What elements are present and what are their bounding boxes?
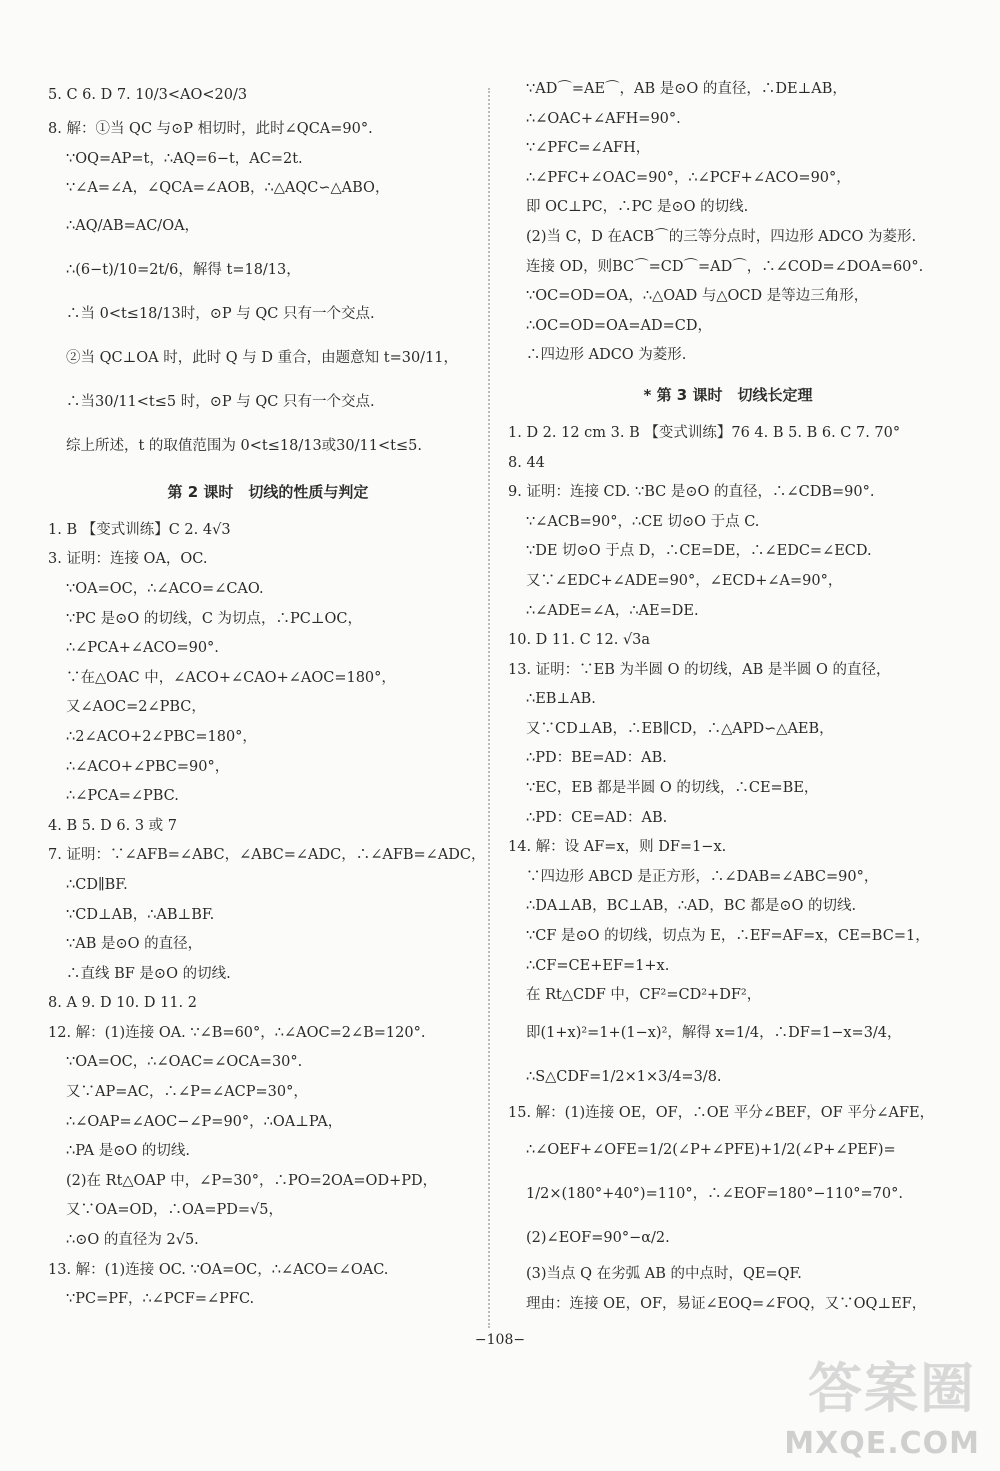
answer-line: ∴2∠ACO+2∠PBC=180°，	[66, 728, 257, 745]
left-column	[48, 75, 488, 1315]
section-heading: 第 2 课时 切线的性质与判定	[167, 482, 369, 501]
answer-line: ∴PA 是⊙O 的切线.	[66, 1143, 190, 1160]
answer-line: 又∵OA=OD，∴OA=PD=√5，	[66, 1202, 284, 1219]
answer-line: ∵∠ACB=90°，∴CE 切⊙O 于点 C.	[526, 513, 760, 530]
answer-line: ∵OA=OC，∴∠OAC=∠OCA=30°.	[66, 1054, 303, 1071]
answer-line: ∵∠PFC=∠AFH，	[526, 140, 651, 157]
answer-line: ∴DA⊥AB，BC⊥AB，∴AD，BC 都是⊙O 的切线.	[526, 898, 857, 915]
answer-line: 12. 解：(1)连接 OA. ∵∠B=60°，∴∠AOC=2∠B=120°.	[48, 1024, 426, 1041]
answer-line: ∵CF 是⊙O 的切线，切点为 E，∴EF=AF=x，CE=BC=1，	[526, 928, 930, 945]
answer-line: ∴∠PFC+∠OAC=90°，∴∠PCF+∠ACO=90°，	[526, 169, 851, 186]
answer-line: ∵四边形 ABCD 是正方形，∴∠DAB=∠ABC=90°，	[526, 868, 879, 885]
answer-line: ∴PD：CE=AD：AB.	[526, 809, 668, 826]
answer-line: 即 OC⊥PC，∴PC 是⊙O 的切线.	[526, 199, 749, 216]
answer-line: ∵OQ=AP=t，∴AQ=6−t，AC=2t.	[66, 150, 303, 167]
section-heading: * 第 3 课时 切线长定理	[643, 385, 813, 404]
answer-line: 8. 解：①当 QC 与⊙P 相切时，此时∠QCA=90°.	[48, 121, 373, 137]
answer-line: 10. D 11. C 12. √3a	[508, 632, 651, 649]
answer-line: ∴∠OEF+∠OFE=1/2(∠P+∠PFE)+1/2(∠P+∠PEF)=	[526, 1142, 896, 1159]
answer-line: ∵AD⌒=AE⌒，AB 是⊙O 的直径，∴DE⊥AB，	[526, 81, 847, 97]
column-divider	[488, 88, 490, 1328]
answer-line: ∵∠A=∠A，∠QCA=∠AOB，∴△AQC∽△ABO，	[66, 180, 390, 197]
answer-line: 又∠AOC=2∠PBC，	[66, 699, 206, 716]
answer-line: ∴OC=OD=OA=AD=CD，	[526, 317, 712, 334]
answer-line: ∵OA=OC，∴∠ACO=∠CAO.	[66, 580, 264, 597]
answer-line: ∵AB 是⊙O 的直径，	[66, 936, 203, 953]
answer-line: 1/2×(180°+40°)=110°，∴∠EOF=180°−110°=70°.	[526, 1186, 903, 1203]
watermark-logo: 答案圈	[808, 1357, 976, 1420]
answer-line: 13. 解：(1)连接 OC. ∵OA=OC，∴∠ACO=∠OAC.	[48, 1261, 389, 1278]
answer-line: 8. A 9. D 10. D 11. 2	[48, 995, 198, 1012]
answer-line: (2)∠EOF=90°−α/2.	[526, 1230, 670, 1247]
answer-line: ∵在△OAC 中，∠ACO+∠CAO+∠AOC=180°，	[66, 669, 396, 686]
answer-line: 4. B 5. D 6. 3 或 7	[48, 817, 177, 834]
answer-line: 综上所述，t 的取值范围为 0<t≤18/13或30/11<t≤5.	[66, 437, 422, 454]
answer-line: ∴∠ACO+∠PBC=90°，	[66, 758, 230, 775]
answer-line: ∴∠OAP=∠AOC−∠P=90°，∴OA⊥PA，	[66, 1113, 343, 1130]
answer-line: 14. 解：设 AF=x，则 DF=1−x.	[508, 839, 727, 856]
answer-line: ∵PC=PF，∴∠PCF=∠PFC.	[66, 1291, 255, 1308]
answer-line: 5. C 6. D 7. 10/3<AO<20/3	[48, 87, 248, 103]
answer-line: 连接 OD，则BC⌒=CD⌒=AD⌒，∴∠COD=∠DOA=60°.	[526, 258, 924, 275]
answer-line: 又∵∠EDC+∠ADE=90°，∠ECD+∠A=90°，	[526, 572, 843, 589]
answer-line: ∴(6−t)/10=2t/6，解得 t=18/13，	[66, 261, 301, 278]
answer-line: 8. 44	[508, 454, 545, 471]
page-number: −108−	[474, 1332, 526, 1348]
answer-line: 13. 证明：∵EB 为半圆 O 的切线，AB 是半圆 O 的直径，	[508, 661, 891, 678]
answer-line: ∵PC 是⊙O 的切线，C 为切点，∴PC⊥OC，	[66, 610, 363, 627]
answer-line: ∴CD∥BF.	[66, 876, 128, 893]
answer-line: ∴∠PCA+∠ACO=90°.	[66, 640, 219, 657]
answer-line: ∵DE 切⊙O 于点 D，∴CE=DE，∴∠EDC=∠ECD.	[526, 543, 872, 560]
answer-line: 9. 证明：连接 CD. ∵BC 是⊙O 的直径，∴∠CDB=90°.	[508, 484, 875, 501]
answer-line: ②当 QC⊥OA 时，此时 Q 与 D 重合，由题意知 t=30/11，	[66, 349, 459, 366]
answer-line: 3. 证明：连接 OA，OC.	[48, 551, 208, 568]
answer-line: 即(1+x)²=1+(1−x)²，解得 x=1/4，∴DF=1−x=3/4，	[526, 1024, 902, 1041]
answer-line: ∴S△CDF=1/2×1×3/4=3/8.	[526, 1068, 722, 1085]
right-column	[508, 75, 948, 1320]
answer-line: ∴⊙O 的直径为 2√5.	[66, 1232, 199, 1249]
answer-line: ∴直线 BF 是⊙O 的切线.	[66, 965, 231, 982]
answer-line: (3)当点 Q 在劣弧 AB 的中点时，QE=QF.	[526, 1266, 802, 1283]
answer-line: (2)在 Rt△OAP 中，∠P=30°，∴PO=2OA=OD+PD，	[66, 1172, 438, 1189]
answer-line: ∴CF=CE+EF=1+x.	[526, 957, 670, 974]
watermark-url: MXQE.COM	[784, 1426, 980, 1461]
answer-line: ∵EC，EB 都是半圆 O 的切线，∴CE=BE，	[526, 780, 819, 797]
answer-line: ∴当30/11<t≤5 时，⊙P 与 QC 只有一个交点.	[66, 393, 375, 410]
answer-line: 又∵CD⊥AB，∴EB∥CD，∴△APD∽△AEB，	[526, 720, 834, 737]
answer-line: 又∵AP=AC，∴∠P=∠ACP=30°，	[66, 1084, 308, 1101]
answer-line: ∵CD⊥AB，∴AB⊥BF.	[66, 906, 215, 923]
answer-line: ∴∠ADE=∠A，∴AE=DE.	[526, 602, 699, 619]
answer-line: ∴EB⊥AB.	[526, 691, 596, 708]
answer-line: 15. 解：(1)连接 OE，OF，∴OE 平分∠BEF，OF 平分∠AFE，	[508, 1104, 935, 1121]
answer-line: 7. 证明：∵∠AFB=∠ABC，∠ABC=∠ADC，∴∠AFB=∠ADC，	[48, 847, 486, 864]
answer-line: ∴当 0<t≤18/13时，⊙P 与 QC 只有一个交点.	[66, 305, 375, 322]
answer-line: ∴PD：BE=AD：AB.	[526, 750, 667, 767]
answer-line: ∵OC=OD=OA，∴△OAD 与△OCD 是等边三角形，	[526, 288, 869, 305]
answer-line: ∴∠PCA=∠PBC.	[66, 788, 179, 805]
answer-line: ∴∠OAC+∠AFH=90°.	[526, 110, 681, 127]
answer-line: ∴四边形 ADCO 为菱形.	[526, 347, 687, 364]
answer-line: 在 Rt△CDF 中，CF²=CD²+DF²，	[526, 987, 762, 1004]
answer-line: ∴AQ/AB=AC/OA，	[66, 217, 200, 234]
answer-line: 1. D 2. 12 cm 3. B 【变式训练】76 4. B 5. B 6. C 7. 70°	[508, 424, 901, 441]
answer-line: 1. B 【变式训练】C 2. 4√3	[48, 521, 231, 538]
answer-line: (2)当 C，D 在ACB⌒的三等分点时，四边形 ADCO 为菱形.	[526, 228, 917, 245]
answer-line: 理由：连接 OE，OF，易证∠EOQ=∠FOQ，又∵OQ⊥EF，	[526, 1296, 927, 1312]
